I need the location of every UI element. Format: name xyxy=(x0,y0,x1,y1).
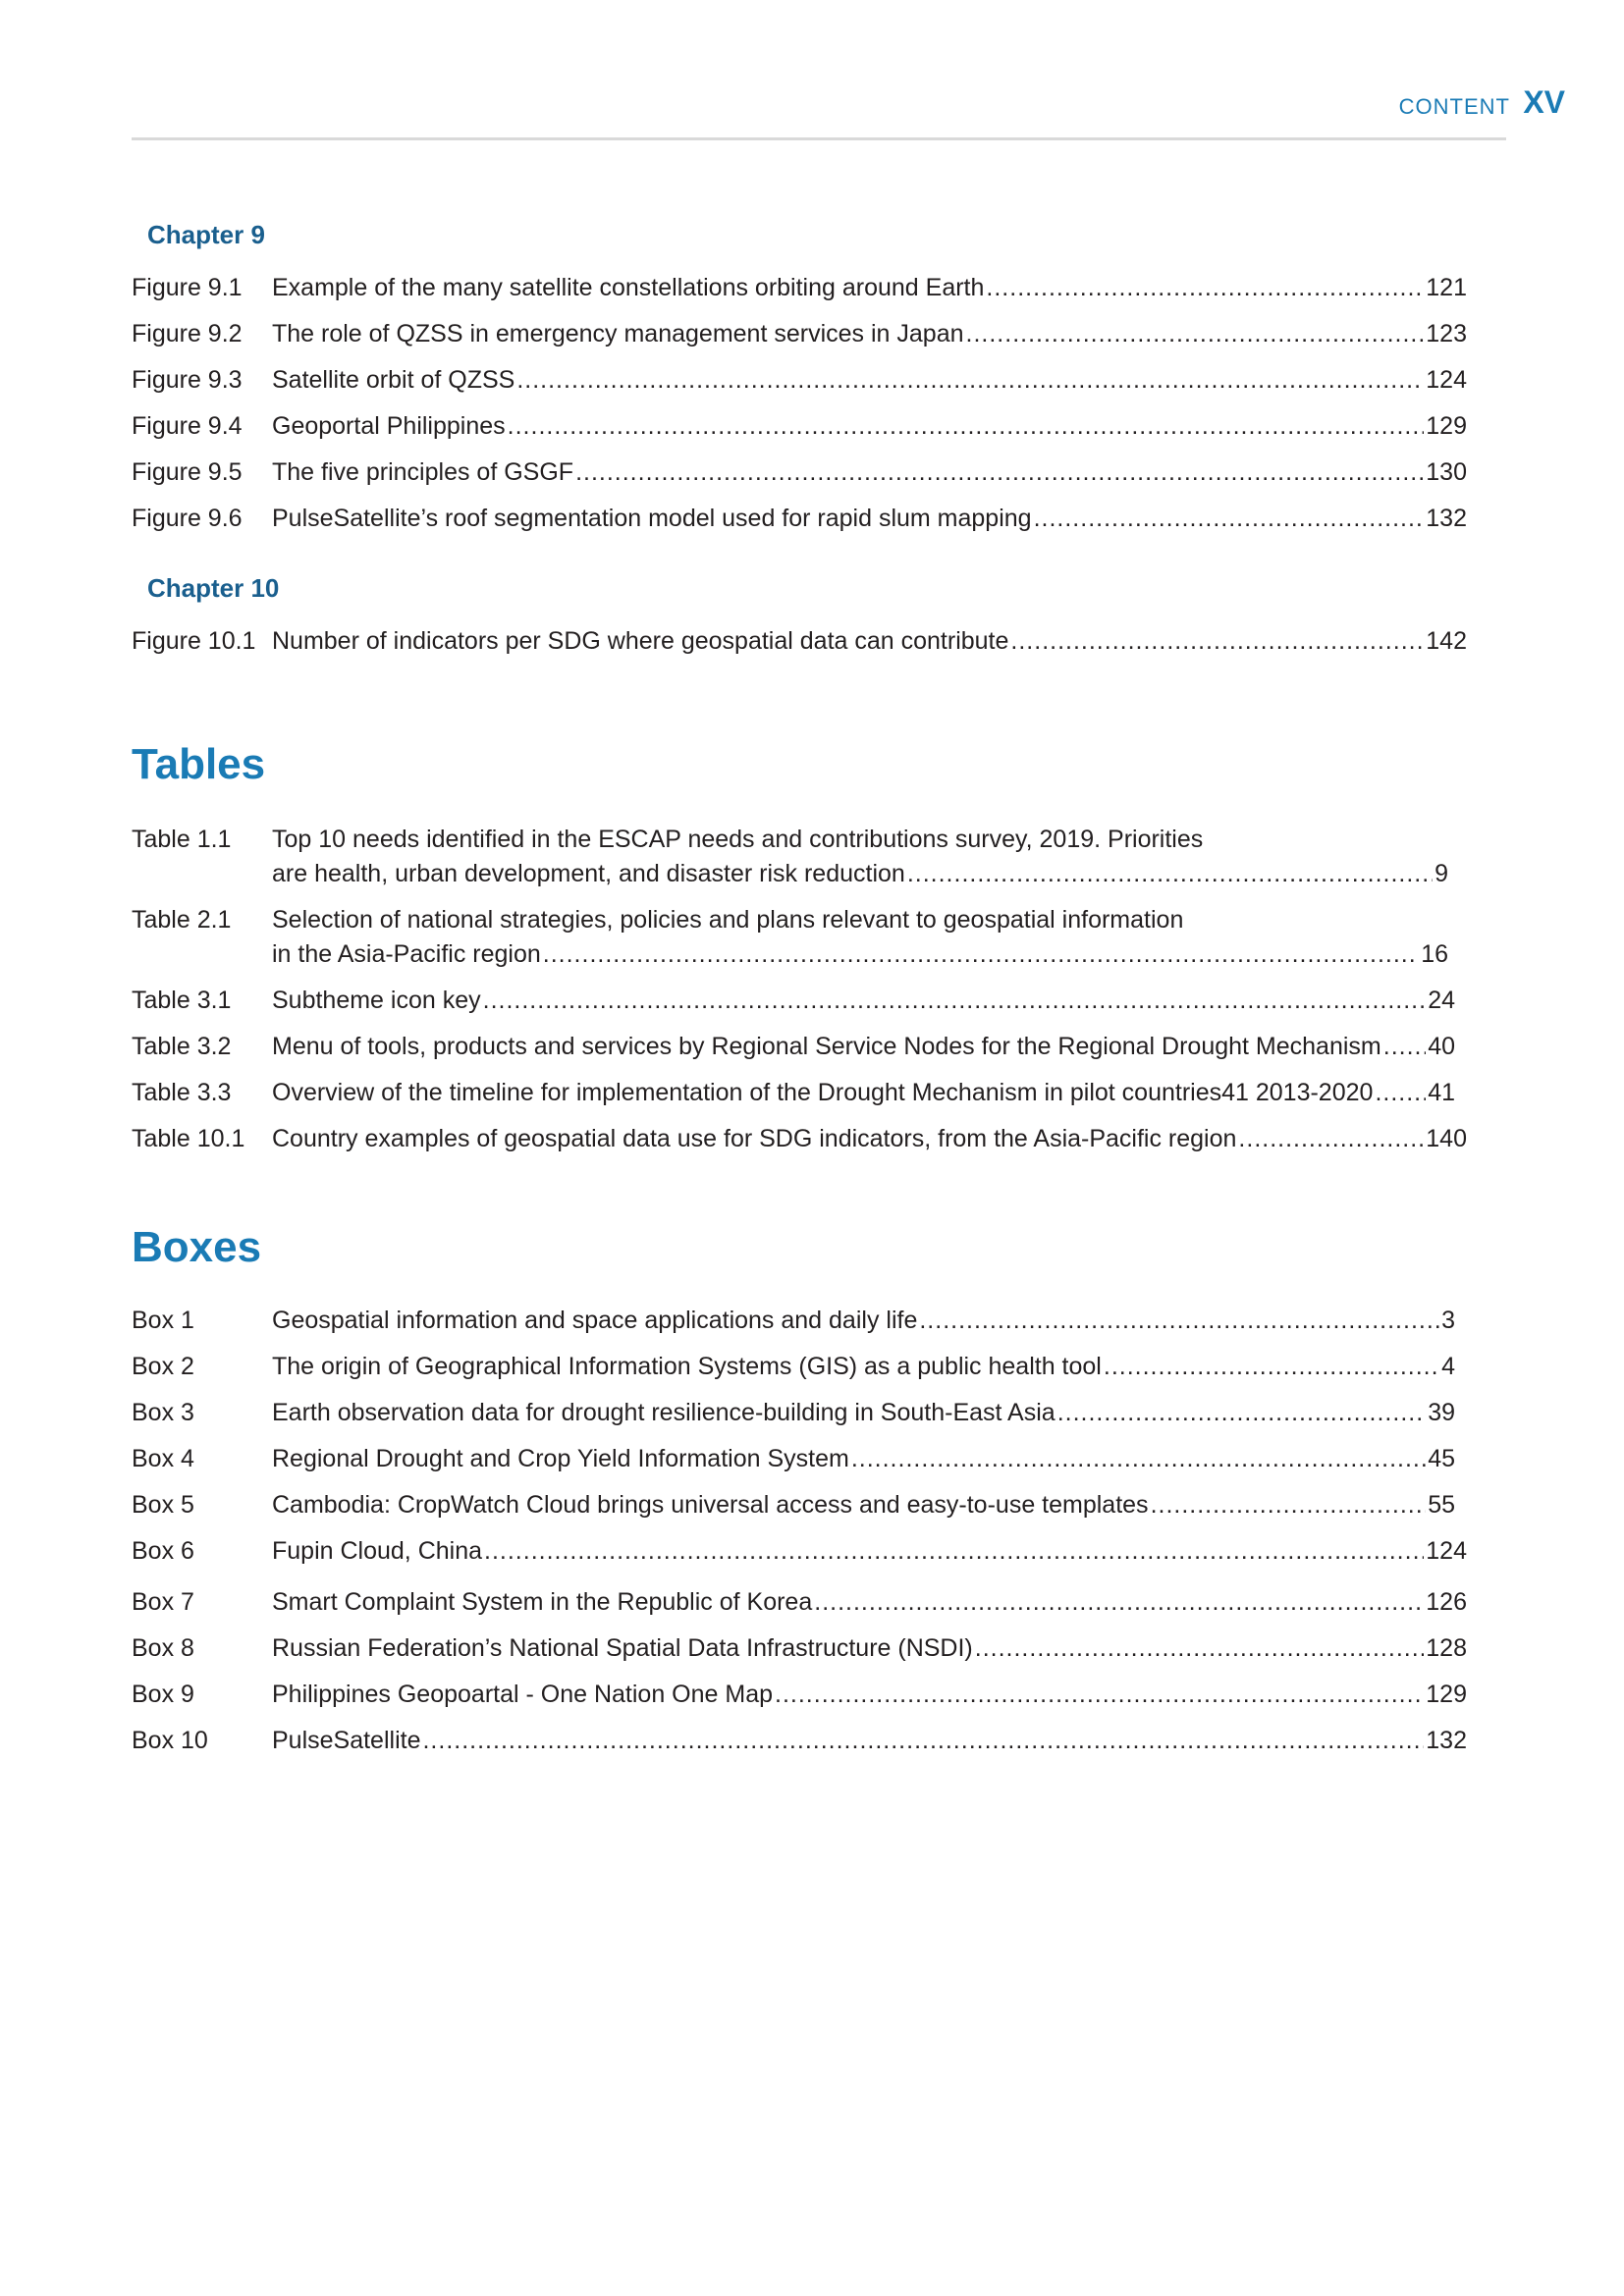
entry-title: Fupin Cloud, China xyxy=(272,1537,483,1565)
entry-label: Box 10 xyxy=(132,1727,208,1754)
dot-leader xyxy=(422,1724,1424,1758)
entry-page: 39 xyxy=(1428,1399,1455,1426)
dot-leader xyxy=(575,455,1424,490)
entry-title-line1: Top 10 needs identified in the ESCAP needs and contributions survey, 2019. Priorities xyxy=(272,826,1204,853)
entry-title: are health, urban development, and disaster risk reduction xyxy=(272,860,905,887)
entry-label: Figure 9.4 xyxy=(132,412,243,440)
entry-title: Subtheme icon key xyxy=(272,987,481,1014)
entry-title: Geospatial information and space applications and daily life xyxy=(272,1307,918,1334)
entry-title: The origin of Geographical Information Systems (GIS) as a public health tool xyxy=(272,1353,1102,1380)
dot-leader xyxy=(1104,1350,1439,1384)
dot-leader xyxy=(775,1678,1424,1712)
entry-label: Figure 9.6 xyxy=(132,505,243,532)
entry-title: Philippines Geopoartal - One Nation One Map xyxy=(272,1681,774,1708)
entry-page: 16 xyxy=(1421,940,1448,968)
entry-title: PulseSatellite’s roof segmentation model used for rapid slum mapping xyxy=(272,505,1032,532)
entry-title: PulseSatellite xyxy=(272,1727,421,1754)
entry-page: 132 xyxy=(1426,1727,1467,1754)
page-header xyxy=(132,79,1565,140)
entry-label: Table 1.1 xyxy=(132,826,232,853)
dot-leader xyxy=(1151,1488,1427,1522)
entry-title: Number of indicators per SDG where geospatial data can contribute xyxy=(272,627,1009,655)
boxes-heading: Boxes xyxy=(132,1223,262,1271)
entry-page: 40 xyxy=(1428,1033,1455,1060)
entry-page: 124 xyxy=(1426,1537,1467,1565)
dot-leader xyxy=(1010,624,1424,659)
entry-label: Box 3 xyxy=(132,1399,194,1426)
entry-title: Menu of tools, products and services by Regional Service Nodes for the Regional Drought Mechanism xyxy=(272,1033,1381,1060)
entry-label: Figure 9.2 xyxy=(132,320,243,347)
entry-page: 132 xyxy=(1426,505,1467,532)
entry-title: Satellite orbit of QZSS xyxy=(272,366,515,394)
entry-label: Box 9 xyxy=(132,1681,194,1708)
chapter-10-heading: Chapter 10 xyxy=(147,573,280,603)
entry-page: 55 xyxy=(1428,1491,1455,1519)
entry-title: Earth observation data for drought resilience-building in South-East Asia xyxy=(272,1399,1056,1426)
entry-title: The role of QZSS in emergency management services in Japan xyxy=(272,320,964,347)
dot-leader xyxy=(966,317,1425,351)
dot-leader xyxy=(516,363,1424,398)
entry-page: 142 xyxy=(1426,627,1467,655)
entry-title: in the Asia-Pacific region xyxy=(272,940,541,968)
entry-title: Example of the many satellite constellations orbiting around Earth xyxy=(272,274,985,301)
dot-leader xyxy=(907,857,1433,891)
entry-title: Geoportal Philippines xyxy=(272,412,506,440)
entry-title: The five principles of GSGF xyxy=(272,458,574,486)
entry-title: Russian Federation’s National Spatial Data Infrastructure (NSDI) xyxy=(272,1634,973,1662)
dot-leader xyxy=(1383,1030,1426,1064)
entry-label: Figure 9.3 xyxy=(132,366,243,394)
entry-page: 130 xyxy=(1426,458,1467,486)
entry-page: 140 xyxy=(1426,1125,1467,1152)
entry-page: 45 xyxy=(1428,1445,1455,1472)
entry-page: 129 xyxy=(1426,1681,1467,1708)
entry-label: Table 3.2 xyxy=(132,1033,232,1060)
dot-leader xyxy=(484,1534,1424,1569)
dot-leader xyxy=(1375,1076,1426,1110)
dot-leader xyxy=(508,409,1425,444)
entry-label: Figure 9.5 xyxy=(132,458,243,486)
entry-title-line1: Selection of national strategies, policies and plans relevant to geospatial information xyxy=(272,906,1184,934)
entry-page: 24 xyxy=(1428,987,1455,1014)
entry-page: 124 xyxy=(1426,366,1467,394)
entry-label: Box 7 xyxy=(132,1588,194,1616)
entry-label: Figure 9.1 xyxy=(132,274,243,301)
dot-leader xyxy=(483,984,1427,1018)
entry-label: Box 2 xyxy=(132,1353,194,1380)
dot-leader xyxy=(975,1631,1425,1666)
dot-leader xyxy=(1238,1122,1424,1156)
dot-leader xyxy=(919,1304,1439,1338)
entry-label: Box 1 xyxy=(132,1307,194,1334)
entry-label: Table 10.1 xyxy=(132,1125,245,1152)
page-number: XV xyxy=(1523,84,1565,120)
entry-label: Box 8 xyxy=(132,1634,194,1662)
dot-leader xyxy=(851,1442,1426,1476)
entry-page: 3 xyxy=(1441,1307,1455,1334)
entry-label: Table 3.3 xyxy=(132,1079,232,1106)
entry-page: 123 xyxy=(1426,320,1467,347)
entry-title: Regional Drought and Crop Yield Information System xyxy=(272,1445,849,1472)
entry-page: 126 xyxy=(1426,1588,1467,1616)
entry-label: Box 6 xyxy=(132,1537,194,1565)
dot-leader xyxy=(1034,502,1425,536)
entry-title: Cambodia: CropWatch Cloud brings universal access and easy-to-use templates xyxy=(272,1491,1149,1519)
tables-heading: Tables xyxy=(132,740,266,788)
entry-title: Overview of the timeline for implementation of the Drought Mechanism in pilot countries41 2013-2020 xyxy=(272,1079,1374,1106)
chapter-9-heading: Chapter 9 xyxy=(147,220,265,249)
entry-page: 121 xyxy=(1426,274,1467,301)
entry-label: Box 4 xyxy=(132,1445,194,1472)
entry-label: Box 5 xyxy=(132,1491,194,1519)
entry-label: Figure 10.1 xyxy=(132,627,256,655)
entry-label: Table 3.1 xyxy=(132,987,232,1014)
entry-page: 128 xyxy=(1426,1634,1467,1662)
entry-page: 41 xyxy=(1428,1079,1455,1106)
entry-title: Country examples of geospatial data use for SDG indicators, from the Asia-Pacific region xyxy=(272,1125,1237,1152)
entry-page: 9 xyxy=(1435,860,1448,887)
entry-page: 4 xyxy=(1441,1353,1455,1380)
entry-page: 129 xyxy=(1426,412,1467,440)
entry-title: Smart Complaint System in the Republic of Korea xyxy=(272,1588,813,1616)
entry-label: Table 2.1 xyxy=(132,906,232,934)
dot-leader xyxy=(986,271,1424,305)
dot-leader xyxy=(814,1585,1424,1620)
dot-leader xyxy=(1057,1396,1426,1430)
dot-leader xyxy=(543,937,1419,972)
section-label: CONTENT xyxy=(1398,94,1510,119)
